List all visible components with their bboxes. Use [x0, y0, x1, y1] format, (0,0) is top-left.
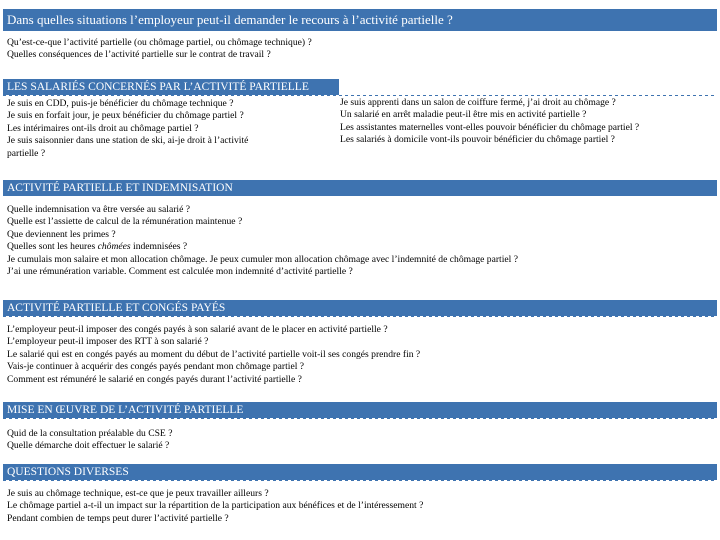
question-link[interactable]: Je suis apprenti dans un salon de coiffure fermé, j’ai droit au chômage ? — [340, 97, 616, 108]
diverses-block — [7, 488, 423, 525]
question-link[interactable]: Quelle démarche doit effectuer le salarié ? — [7, 440, 170, 452]
section-heading: ACTIVITÉ PARTIELLE ET CONGÉS PAYÉS — [7, 302, 226, 314]
intro-line[interactable]: Qu’est-ce-que l’activité partielle (ou chômage partiel, ou chômage technique) ? — [7, 37, 312, 48]
salaries-right-column — [340, 97, 639, 147]
question-link[interactable]: L’employeur peut-il imposer des RTT à son salarié ? — [7, 336, 209, 348]
section-header-conges — [3, 300, 717, 316]
question-link[interactable]: partielle ? — [7, 147, 46, 159]
mise-en-oeuvre-block — [7, 428, 172, 453]
text: Quelles sont les heures — [7, 241, 98, 253]
question-link[interactable]: Je suis en forfait jour, je peux bénéficier du chômage partiel ? — [7, 110, 244, 122]
question-link[interactable]: Le salarié qui est en congés payés au moment du début de l’activité partielle voit-il ses congés prendre fin ? — [7, 348, 421, 360]
section-heading: ACTIVITÉ PARTIELLE ET INDEMNISATION — [7, 182, 233, 194]
question-link[interactable]: Les salariés à domicile vont-ils pouvoir bénéficier du chômage partiel ? — [340, 134, 615, 146]
salaries-left-column — [7, 98, 248, 160]
divider — [3, 95, 717, 96]
question-link[interactable]: Je cumulais mon salaire et mon allocation chômage. Je peux cumuler mon allocation chômage avec l’indemnité de chômage partiel ? — [7, 253, 518, 265]
question-link[interactable]: J’ai une rémunération variable. Comment est calculée mon indemnité d’activité partielle ? — [7, 266, 353, 278]
section-heading: QUESTIONS DIVERSES — [7, 466, 129, 478]
question-link[interactable]: Je suis saisonnier dans une station de ski, ai-je droit à l’activité — [7, 135, 249, 147]
question-link[interactable]: Le chômage partiel a-t-il un impact sur la répartition de la participation aux bénéfices et de l’intéressement ? — [7, 500, 424, 512]
question-link-hours[interactable] — [7, 241, 518, 253]
question-link[interactable]: Comment est rémunéré le salarié en congés payés durant l’activité partielle ? — [7, 373, 302, 385]
section-header-diverses — [3, 464, 717, 480]
question-link[interactable]: Vais-je continuer à acquérir des congés payés pendant mon chômage partiel ? — [7, 361, 305, 373]
section-heading: MISE EN ŒUVRE DE L’ACTIVITÉ PARTIELLE — [7, 404, 244, 416]
intro-block — [7, 37, 312, 62]
divider — [3, 418, 717, 419]
question-link[interactable]: Les intérimaires ont-ils droit au chômage partiel ? — [7, 122, 199, 134]
section-heading: LES SALARIÉS CONCERNÉS PAR L’ACTIVITÉ PARTIELLE — [7, 81, 309, 93]
divider — [3, 480, 717, 481]
question-link[interactable]: Un salarié en arrêt maladie peut-il être mis en activité partielle ? — [340, 109, 587, 121]
section-header-salaries — [3, 79, 339, 95]
question-link[interactable]: Pendant combien de temps peut durer l’activité partielle ? — [7, 512, 229, 524]
question-link[interactable]: L’employeur peut-il imposer des congés payés à son salarié avant de le placer en activité partielle ? — [7, 324, 388, 335]
question-link[interactable]: Les assistantes maternelles vont-elles pouvoir bénéficier du chômage partiel ? — [340, 121, 640, 133]
indemnisation-block — [7, 204, 518, 278]
question-link[interactable]: Quid de la consultation préalable du CSE ? — [7, 428, 173, 439]
page-title: Dans quelles situations l’employeur peut-il demander le recours à l’activité partielle ? — [7, 12, 453, 27]
conges-block — [7, 324, 420, 386]
intro-line[interactable]: Quelles conséquences de l’activité partielle sur le contrat de travail ? — [7, 49, 271, 61]
text-italic: chômées — [97, 241, 131, 253]
section-header-indemnisation — [3, 180, 717, 196]
page-title-bar — [3, 9, 717, 31]
question-link[interactable]: Quelle est l’assiette de calcul de la rémunération maintenue ? — [7, 216, 243, 228]
question-link[interactable]: Que deviennent les primes ? — [7, 228, 116, 240]
question-link[interactable]: Quelle indemnisation va être versée au salarié ? — [7, 204, 190, 215]
section-header-mise-en-oeuvre — [3, 402, 717, 418]
text: indemnisées ? — [130, 241, 188, 253]
question-link[interactable]: Je suis au chômage technique, est-ce que je peux travailler ailleurs ? — [7, 488, 269, 499]
divider — [3, 316, 717, 317]
question-link[interactable]: Je suis en CDD, puis-je bénéficier du chômage technique ? — [7, 98, 234, 109]
